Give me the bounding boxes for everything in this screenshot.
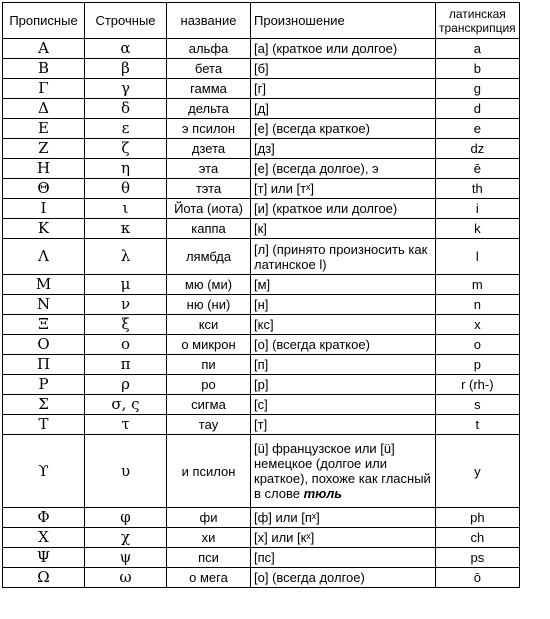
letter-name: тэта	[167, 179, 251, 199]
table-row	[3, 239, 520, 275]
letter-name: сигма	[167, 395, 251, 415]
pronunciation-text: [ü] французское или [ü] немецкое (долгое или краткое), похоже как гласный в слове	[254, 441, 431, 501]
pronunciation: [п]	[251, 355, 436, 375]
letter-name: ро	[167, 375, 251, 395]
lowercase-letter: α	[85, 39, 167, 59]
latin-transcription: r (rh-)	[436, 375, 520, 395]
letter-name: мю (ми)	[167, 275, 251, 295]
lowercase-letter: ψ	[85, 548, 167, 568]
pronunciation: [д]	[251, 99, 436, 119]
latin-transcription: g	[436, 79, 520, 99]
latin-transcription: d	[436, 99, 520, 119]
lowercase-letter: ζ	[85, 139, 167, 159]
letter-name: пи	[167, 355, 251, 375]
lowercase-letter: μ	[85, 275, 167, 295]
pronunciation: [р]	[251, 375, 436, 395]
uppercase-letter: Ψ	[3, 548, 85, 568]
header-uppercase: Прописные	[3, 3, 85, 39]
letter-name: альфа	[167, 39, 251, 59]
latin-transcription: dz	[436, 139, 520, 159]
pronunciation: [о] (всегда долгое)	[251, 568, 436, 588]
latin-transcription: ch	[436, 528, 520, 548]
pronunciation: [к]	[251, 219, 436, 239]
table-row	[3, 199, 520, 219]
table-row	[3, 139, 520, 159]
pronunciation: [а] (краткое или долгое)	[251, 39, 436, 59]
letter-name: гамма	[167, 79, 251, 99]
pronunciation: [и] (краткое или долгое)	[251, 199, 436, 219]
letter-name: лямбда	[167, 239, 251, 275]
lowercase-letter: β	[85, 59, 167, 79]
table-row	[3, 435, 520, 508]
latin-transcription: a	[436, 39, 520, 59]
latin-transcription: e	[436, 119, 520, 139]
letter-name: э псилон	[167, 119, 251, 139]
letter-name: бета	[167, 59, 251, 79]
header-pronunciation: Произношение	[251, 3, 436, 39]
pronunciation: [кс]	[251, 315, 436, 335]
table-row	[3, 119, 520, 139]
letter-name: пси	[167, 548, 251, 568]
pronunciation: [дз]	[251, 139, 436, 159]
uppercase-letter: Τ	[3, 415, 85, 435]
header-name: название	[167, 3, 251, 39]
uppercase-letter: Μ	[3, 275, 85, 295]
latin-transcription: o	[436, 335, 520, 355]
uppercase-letter: Ε	[3, 119, 85, 139]
latin-transcription: th	[436, 179, 520, 199]
lowercase-letter: δ	[85, 99, 167, 119]
lowercase-letter: ξ	[85, 315, 167, 335]
uppercase-letter: Π	[3, 355, 85, 375]
lowercase-letter: κ	[85, 219, 167, 239]
table-row	[3, 275, 520, 295]
letter-name: Йота (иота)	[167, 199, 251, 219]
latin-transcription: k	[436, 219, 520, 239]
pronunciation: [е] (всегда долгое), э	[251, 159, 436, 179]
letter-name: дельта	[167, 99, 251, 119]
header-lowercase: Строчные	[85, 3, 167, 39]
uppercase-letter: Λ	[3, 239, 85, 275]
letter-name: о микрон	[167, 335, 251, 355]
lowercase-letter: χ	[85, 528, 167, 548]
latin-transcription: ph	[436, 508, 520, 528]
table-row	[3, 295, 520, 315]
pronunciation: [т] или [тˣ]	[251, 179, 436, 199]
latin-transcription: ps	[436, 548, 520, 568]
lowercase-letter: ι	[85, 199, 167, 219]
table-row	[3, 159, 520, 179]
latin-transcription: n	[436, 295, 520, 315]
uppercase-letter: Δ	[3, 99, 85, 119]
letter-name: о мега	[167, 568, 251, 588]
uppercase-letter: Β	[3, 59, 85, 79]
table-row	[3, 219, 520, 239]
pronunciation: [ф] или [пˣ]	[251, 508, 436, 528]
latin-transcription: ō	[436, 568, 520, 588]
lowercase-letter: λ	[85, 239, 167, 275]
latin-transcription: l	[436, 239, 520, 275]
latin-transcription: m	[436, 275, 520, 295]
uppercase-letter: Η	[3, 159, 85, 179]
uppercase-letter: Γ	[3, 79, 85, 99]
letter-name: тау	[167, 415, 251, 435]
letter-name: хи	[167, 528, 251, 548]
lowercase-letter: π	[85, 355, 167, 375]
lowercase-letter: ο	[85, 335, 167, 355]
letter-name: ню (ни)	[167, 295, 251, 315]
pronunciation: [м]	[251, 275, 436, 295]
latin-transcription: i	[436, 199, 520, 219]
uppercase-letter: Ρ	[3, 375, 85, 395]
latin-transcription: p	[436, 355, 520, 375]
latin-transcription: b	[436, 59, 520, 79]
lowercase-letter: θ	[85, 179, 167, 199]
lowercase-letter: ω	[85, 568, 167, 588]
header-latin: латинская транскрипция	[436, 3, 520, 39]
pronunciation: [е] (всегда краткое)	[251, 119, 436, 139]
latin-transcription: s	[436, 395, 520, 415]
lowercase-letter: τ	[85, 415, 167, 435]
pronunciation: [т]	[251, 415, 436, 435]
uppercase-letter: Ν	[3, 295, 85, 315]
letter-name: дзета	[167, 139, 251, 159]
table-row	[3, 548, 520, 568]
uppercase-letter: Ι	[3, 199, 85, 219]
uppercase-letter: Ο	[3, 335, 85, 355]
uppercase-letter: Σ	[3, 395, 85, 415]
lowercase-letter: ρ	[85, 375, 167, 395]
latin-transcription: x	[436, 315, 520, 335]
uppercase-letter: Ω	[3, 568, 85, 588]
uppercase-letter: Χ	[3, 528, 85, 548]
table-row	[3, 395, 520, 415]
table-row	[3, 179, 520, 199]
table-row	[3, 508, 520, 528]
table-row	[3, 59, 520, 79]
uppercase-letter: ϒ	[3, 435, 85, 508]
letter-name: и псилон	[167, 435, 251, 508]
table-row	[3, 355, 520, 375]
pronunciation: [о] (всегда краткое)	[251, 335, 436, 355]
lowercase-letter: η	[85, 159, 167, 179]
lowercase-letter: υ	[85, 435, 167, 508]
uppercase-letter: Α	[3, 39, 85, 59]
letter-name: эта	[167, 159, 251, 179]
pronunciation: [г]	[251, 79, 436, 99]
table-row	[3, 335, 520, 355]
greek-alphabet-table	[2, 2, 520, 588]
latin-transcription: ē	[436, 159, 520, 179]
pronunciation-example-word: тюль	[303, 486, 343, 501]
uppercase-letter: Κ	[3, 219, 85, 239]
uppercase-letter: Θ	[3, 179, 85, 199]
table-row	[3, 39, 520, 59]
table-row	[3, 568, 520, 588]
header-row	[3, 3, 520, 39]
table-row	[3, 315, 520, 335]
table-row	[3, 375, 520, 395]
pronunciation	[251, 435, 436, 508]
pronunciation: [л] (принято произносить как латинское l)	[251, 239, 436, 275]
latin-transcription: y	[436, 435, 520, 508]
table-row	[3, 528, 520, 548]
uppercase-letter: Ξ	[3, 315, 85, 335]
latin-transcription: t	[436, 415, 520, 435]
pronunciation: [х] или [кˣ]	[251, 528, 436, 548]
letter-name: кси	[167, 315, 251, 335]
uppercase-letter: Ζ	[3, 139, 85, 159]
letter-name: каппа	[167, 219, 251, 239]
pronunciation: [с]	[251, 395, 436, 415]
lowercase-letter: ε	[85, 119, 167, 139]
pronunciation: [б]	[251, 59, 436, 79]
uppercase-letter: Φ	[3, 508, 85, 528]
lowercase-letter: φ	[85, 508, 167, 528]
lowercase-letter: σ, ς	[85, 395, 167, 415]
pronunciation: [пс]	[251, 548, 436, 568]
pronunciation: [н]	[251, 295, 436, 315]
table-row	[3, 79, 520, 99]
table-row	[3, 99, 520, 119]
lowercase-letter: ν	[85, 295, 167, 315]
lowercase-letter: γ	[85, 79, 167, 99]
letter-name: фи	[167, 508, 251, 528]
table-row	[3, 415, 520, 435]
